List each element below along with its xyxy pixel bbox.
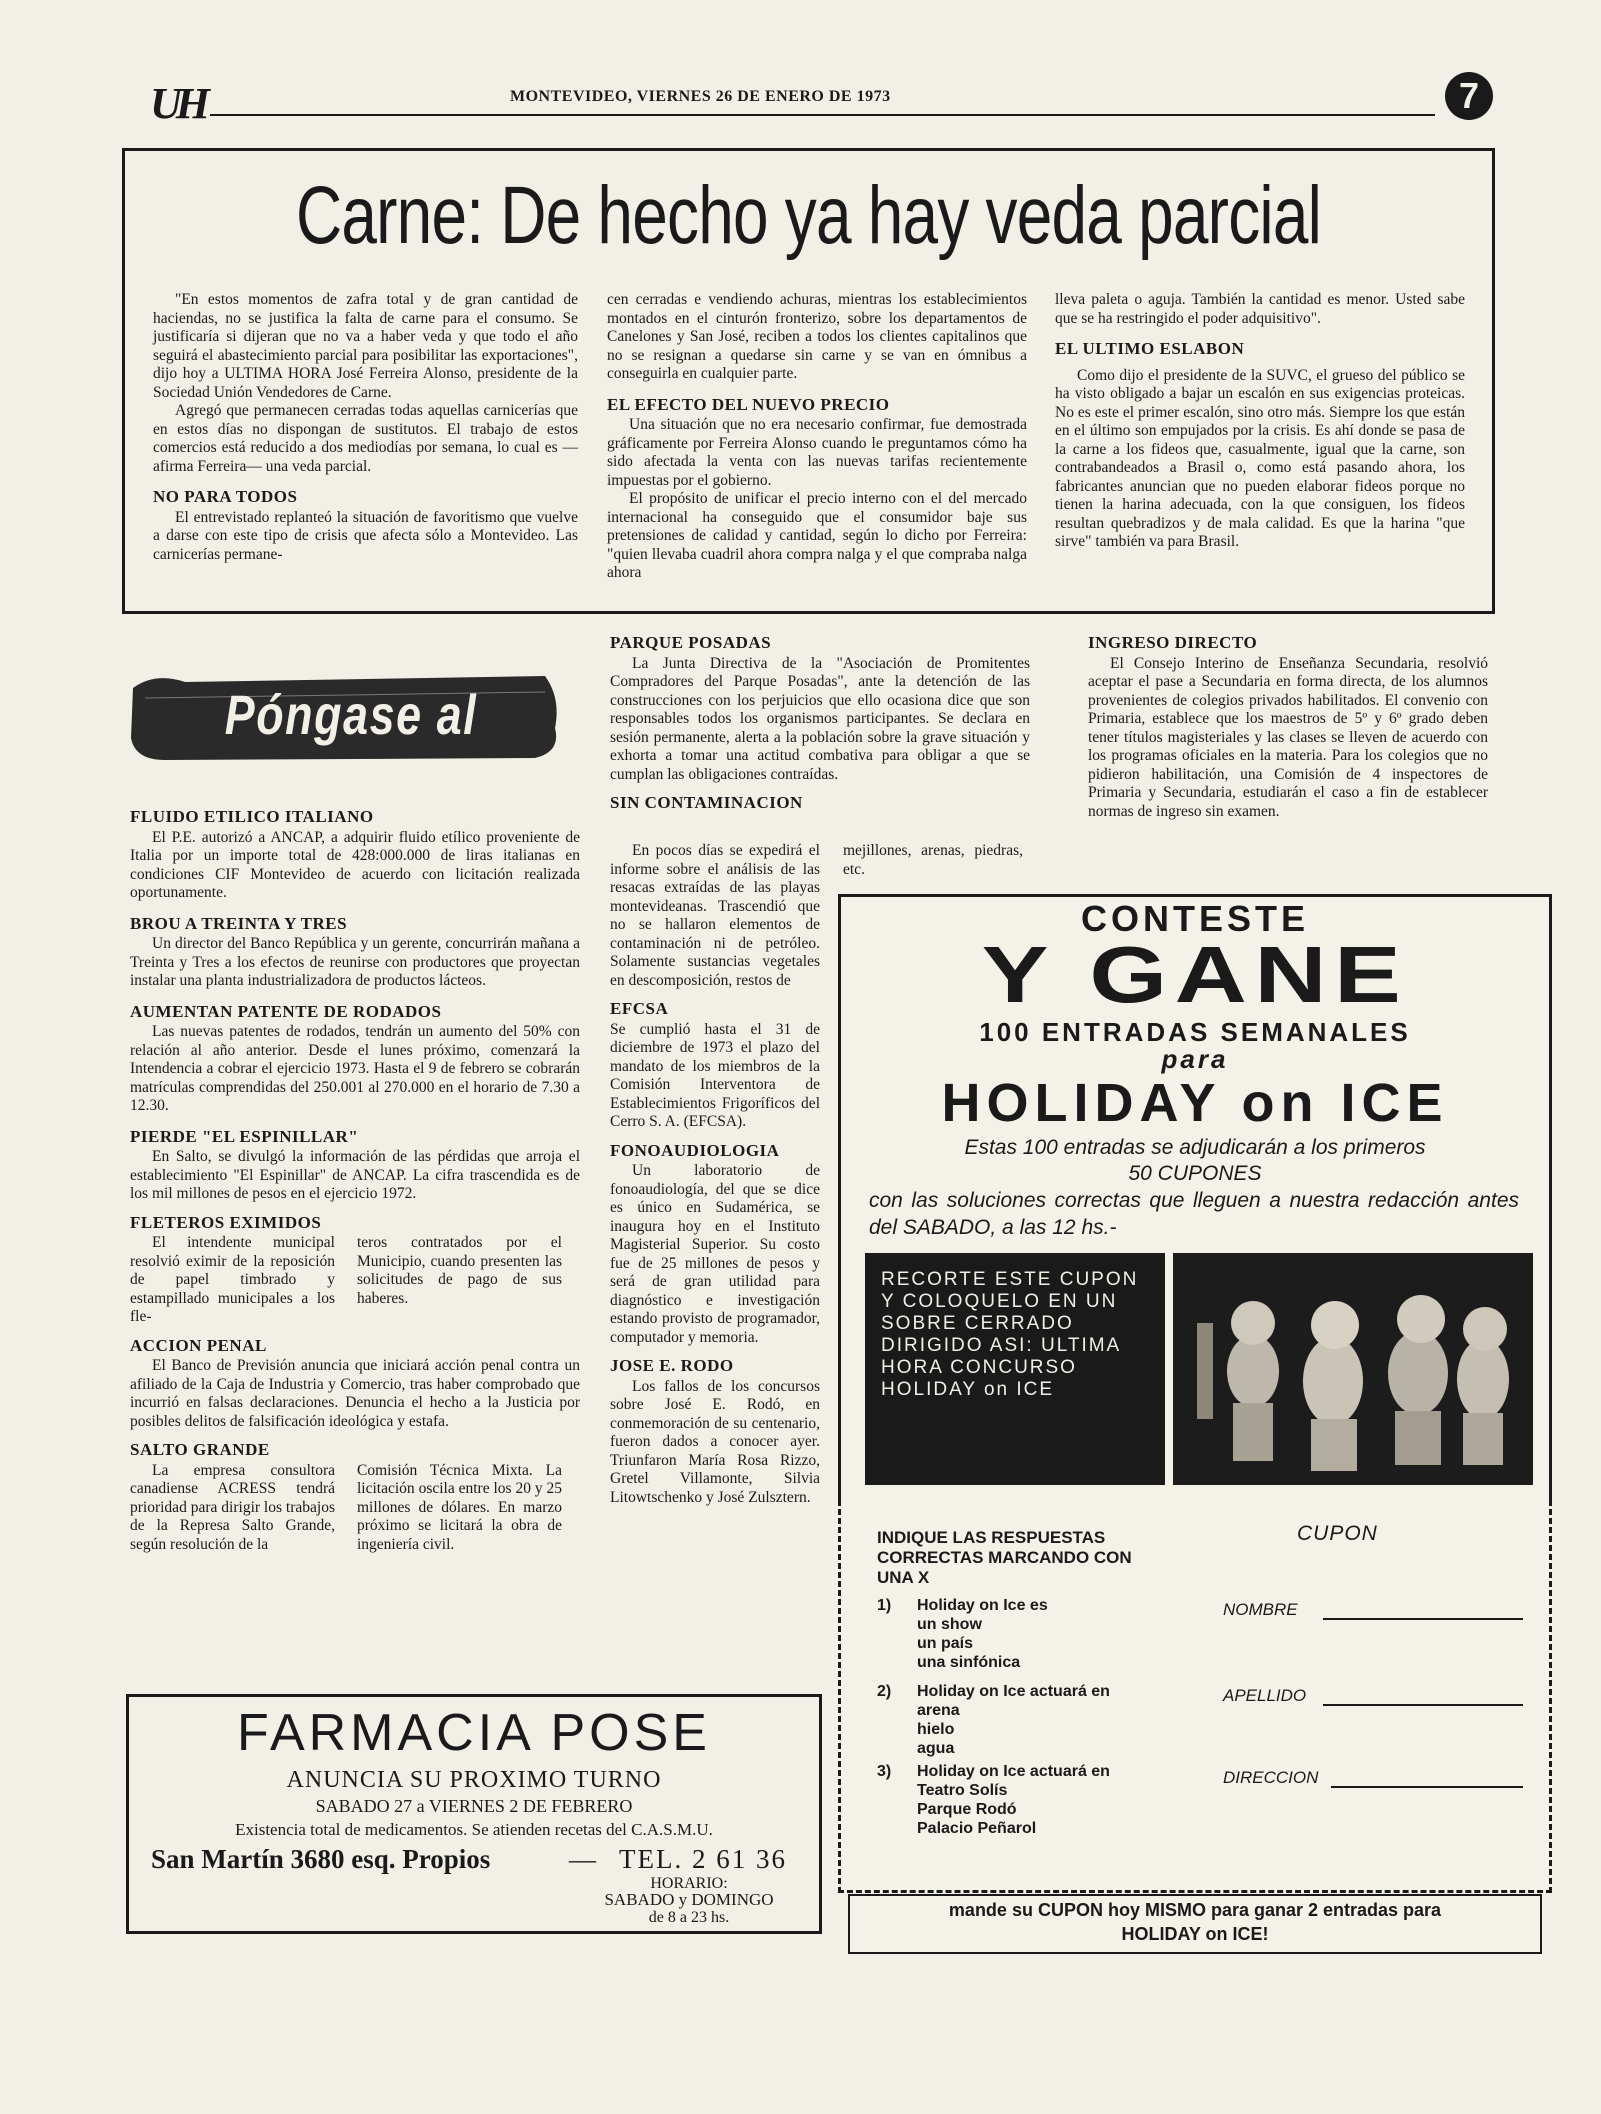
brief-text: Un director del Banco República y un gerente, concurrirán mañana a Treinta y Tres a los efectos de reunirse con productores que proyectan instalar una planta industrializadora de productos lácteos. <box>130 935 580 989</box>
brief-text: Se cumplió hasta el 31 de diciembre de 1973 el plazo del mandato de los miembros de la Comisión Interventora de Establecimientos Frigoríficos del Cerro S. A. (EFCSA). <box>610 1020 820 1130</box>
option[interactable]: una sinfónica <box>917 1654 1021 1671</box>
pongase-al-dia-logo <box>125 668 565 816</box>
logo: UH <box>150 79 204 128</box>
brief <box>130 915 580 991</box>
ad-holiday-on-ice: HOLIDAY on ICE <box>941 1073 1449 1133</box>
brief-title: FONOAUDIOLOGIA <box>610 1140 780 1160</box>
skaters-photo <box>1173 1253 1533 1485</box>
page-number: 7 <box>1458 75 1480 116</box>
farmacia-dash: — <box>569 1844 596 1874</box>
brief-text: mejillones, arenas, piedras, etc. <box>843 842 1023 878</box>
coupon <box>838 1500 1552 1893</box>
coupon-footer <box>848 1894 1542 1954</box>
brief-text: En pocos días se expedirá el informe sobre el análisis de las resacas extraídas de las playas montevideanas. Trascendió que no se hallaron elementos de contaminación ni de petróleo. Solamente sustancias vegetales en descomposición, restos de <box>610 842 820 989</box>
field-nombre-label: NOMBRE <box>1223 1600 1298 1619</box>
lead-paragraph: El propósito de unificar el precio interno con el del mercado internacional ha conseguido que el consumidor baje sus pretensiones de calidad y cantidad, según lo dicho por Ferreira: "quien llevaba cuadril ahora compra nalga y el que compraba nalga ahora <box>607 490 1027 581</box>
brief <box>130 1128 580 1204</box>
brief-text: El Consejo Interino de Enseñanza Secundaria, resolvió aceptar el pase a Secundaria en forma directa, de los alumnos provenientes de colegios privados habilitados. El convenio con Primaria, establece que los maestros de 5º y 6º grado deben tener títulos magisteriales y las clases se lleven de acuerdo con los programas oficiales en la materia. Para los colegios que no pidieron habilitación, una Comisión de 4 inspectores de Primaria y Secundaria, estudiarán el caso a fin de establecer normas de ingreso sin examen. <box>1088 654 1488 820</box>
headline: Carne: De hecho ya hay veda parcial <box>295 170 1322 261</box>
brief-title: SALTO GRANDE <box>130 1440 270 1459</box>
farmacia-hours: de 8 a 23 hs. <box>648 1909 730 1926</box>
coupon-footer-line1: mande su CUPON hoy MISMO para ganar 2 entradas para <box>948 1900 1442 1920</box>
coupon-question-3[interactable] <box>877 1762 1157 1838</box>
brief-fleteros <box>130 1214 580 1327</box>
ad-sub1: Estas 100 entradas se adjudicarán a los primeros <box>964 1136 1426 1159</box>
question-text: Holiday on Ice actuará en <box>917 1763 1110 1780</box>
ad-cutout-text: RECORTE ESTE CUPON Y COLOQUELO EN UN SOBRE CERRADO DIRIGIDO ASI: ULTIMA HORA CONCURSO HOLIDAY on ICE <box>881 1269 1139 1400</box>
farmacia-line2: SABADO 27 a VIERNES 2 DE FEBRERO <box>315 1796 633 1816</box>
brief-text: Los fallos de los concursos sobre José E. Rodó, en conmemoración de su centenario, fueron dados a conocer ayer. Triunfaron María Rosa Rizzo, Gretel Villamonte, Silvia Litowtschenko y José Zulsztern. <box>610 1377 820 1506</box>
brief-text: El Banco de Previsión anuncia que iniciará acción penal contra un afiliado de la Caja de Industria y Comercio, tras haber comprobado que incurrió en falsas declaraciones. Denuncia el hecho a la Justicia por posibles delitos de falsificación ideológica y estafa. <box>130 1357 580 1430</box>
lead-paragraph: cen cerradas e vendiendo achuras, mientras los establecimientos montados en el cinturón fronterizo, sobre los departamentos de Canelones y San José, reciben a todos los clientes capitalinos que no se resignan a quedarse sin carne y se van en ómnibus a conseguirla en cualquier parte. <box>607 291 1027 382</box>
lead-story <box>122 148 1495 614</box>
skaters-figures-icon <box>1173 1253 1533 1485</box>
lead-paragraph: Una situación que no era necesario confirmar, fue demostrada gráficamente por Ferreira Alonso cuando le preguntamos cómo ha sido afectada la venta con las nuevas tarifas recientemente impuestas por el gobierno. <box>607 416 1027 489</box>
brief-title: AUMENTAN PATENTE DE RODADOS <box>130 1001 442 1021</box>
field-nombre-line[interactable] <box>1323 1618 1523 1620</box>
brief-title: BROU A TREINTA Y TRES <box>130 913 348 933</box>
farmacia-title: FARMACIA POSE <box>237 1704 711 1762</box>
field-apellido-label: APELLIDO <box>1223 1686 1307 1705</box>
field-direccion-line[interactable] <box>1331 1786 1523 1788</box>
option[interactable]: un país <box>917 1635 974 1652</box>
page-number-badge <box>1445 72 1493 120</box>
farmacia-days: SABADO y DOMINGO <box>604 1890 774 1909</box>
subhead-ultimo-eslabon: EL ULTIMO ESLABON <box>1055 339 1245 358</box>
field-direccion-label: DIRECCION <box>1223 1768 1319 1787</box>
ad-y-gane: Y GANE <box>981 930 1409 1019</box>
brief <box>130 1003 580 1116</box>
option[interactable]: arena <box>917 1702 960 1719</box>
option[interactable]: un show <box>917 1616 982 1633</box>
dateline: MONTEVIDEO, VIERNES 26 DE ENERO DE 1973 <box>510 88 891 105</box>
option[interactable]: hielo <box>917 1721 955 1738</box>
brief <box>130 808 580 903</box>
brief-text: El P.E. autorizó a ANCAP, a adquirir fluido etílico proveniente de Italia por un importe total de 428:000.000 de liras italianas en condiciones CIF Montevideo de acuerdo con licitación realizada oportunamente. <box>130 828 580 901</box>
brief-title: FLUIDO ETILICO ITALIANO <box>130 807 374 826</box>
question-number: 2) <box>877 1683 892 1700</box>
option[interactable]: Palacio Peñarol <box>917 1820 1037 1837</box>
coupon-footer-line2: HOLIDAY on ICE! <box>1121 1924 1269 1944</box>
middle-column-top <box>610 634 1030 815</box>
brief-text: La Junta Directiva de la "Asociación de Promitentes Compradores del Parque Posadas", ante la detención de las construcciones con los perjuicios que ello ocasiona dice que son responsables todos los organismos participantes. Se declara en sesión permanente, alerta a la población sobre la grave situación y exhorta a tomar una actitud combativa para obligar a que se cumplan las obligaciones contraídas. <box>610 654 1030 783</box>
brief-title: JOSE E. RODO <box>610 1356 734 1375</box>
question-text: Holiday on Ice es <box>917 1597 1048 1614</box>
left-briefs <box>130 808 580 1554</box>
brief-title: PIERDE "EL ESPINILLAR" <box>130 1126 359 1146</box>
question-text: Holiday on Ice actuará en <box>917 1683 1110 1700</box>
brief-accion-penal <box>130 1337 580 1432</box>
field-apellido-line[interactable] <box>1323 1704 1523 1706</box>
subhead-no-para-todos: NO PARA TODOS <box>153 487 298 506</box>
sin-contaminacion-cont <box>843 842 1023 879</box>
lead-paragraph: Como dijo el presidente de la SUVC, el grueso del público se ha visto obligado a bajar un escalón en sus exigencias proteicas. No es este el primer escalón, sino otro más. Siempre los que están en el último son empujados por la crisis. Es ahí donde se pasa de la carne a los fideos que, casualmente, igual que la carne, son contrabandeados a Brasil o, como está pasando ahora, los fabricantes anuncian que no pueden elaborar fideos porque no tienen la harina adecuada, con la que consiguen, los fideos resultan quebradizos y de mala calidad. Es que la harina "que sirve" también va para Brasil. <box>1055 366 1465 550</box>
brief-title: FLETEROS EXIMIDOS <box>130 1212 322 1232</box>
ad-para: para <box>1161 1044 1229 1074</box>
brief-text: En Salto, se divulgó la información de las pérdidas que arroja el establecimiento "El Espinillar" de ANCAP. La cifra trascendida es de los mil millones de pesos en el ejercicio 1972. <box>130 1148 580 1202</box>
lead-col-2 <box>607 291 1027 583</box>
brief-text: Las nuevas patentes de rodados, tendrán un aumento del 50% con relación al año anterior. Desde el lunes próximo, comenzará la Intendencia a cobrar el ejercicio 1973. Hasta el 9 de febrero se cobrarán matrículas comprendidas del 250.001 al 270.000 en el horario de 7.30 a 12.30. <box>130 1023 580 1114</box>
lead-paragraph: El entrevistado replanteó la situación de favoritismo que vuelve a darse con este tipo de crisis que afecta sólo a Montevideo. Las carnicerías permane- <box>153 508 578 563</box>
coupon-instructions: INDIQUE LAS RESPUESTAS CORRECTAS MARCANDO CON UNA X <box>877 1528 1132 1587</box>
farmacia-address: San Martín 3680 esq. Propios <box>151 1844 491 1874</box>
coupon-question-1[interactable] <box>877 1596 1157 1672</box>
brief-title: PARQUE POSADAS <box>610 633 772 652</box>
brief-title: INGRESO DIRECTO <box>1088 633 1258 652</box>
brief-title: SIN CONTAMINACION <box>610 793 803 812</box>
brief-text: Comisión Técnica Mixta. La licitación oscila entre los 20 y 25 millones de dólares. En marzo próximo se licitará la obra de ingeniería civil. <box>357 1461 562 1553</box>
page-header <box>150 75 1500 128</box>
option[interactable]: Teatro Solís <box>917 1782 1008 1799</box>
farmacia-horario: HORARIO: <box>650 1875 728 1892</box>
coupon-question-2[interactable] <box>877 1682 1157 1758</box>
farmacia-tel: TEL. 2 61 36 <box>619 1844 787 1874</box>
farmacia-line3: Existencia total de medicamentos. Se atienden recetas del C.A.S.M.U. <box>235 1820 713 1839</box>
coupon-title: CUPON <box>1297 1522 1378 1545</box>
ad-entradas: 100 ENTRADAS SEMANALES <box>979 1017 1411 1047</box>
farmacia-ad <box>126 1694 822 1934</box>
lead-col-1 <box>153 291 578 564</box>
ad-sub2: 50 CUPONES <box>1128 1162 1262 1185</box>
header-rule <box>210 114 1435 116</box>
lead-col-3 <box>1055 291 1465 552</box>
brief-text: El intendente municipal resolvió eximir de la reposición de papel timbrado y estampillado municipales a los fle- <box>130 1234 335 1325</box>
question-number: 3) <box>877 1763 892 1780</box>
ad-sub3: con las soluciones correctas que lleguen a nuestra redacción antes del SABADO, a las 12 hs.- <box>869 1189 1519 1239</box>
farmacia-line1: ANUNCIA SU PROXIMO TURNO <box>286 1767 662 1793</box>
brief-text: teros contratados por el Municipio, cuando presenten las solicitudes de pago de sus haberes. <box>357 1234 562 1307</box>
holiday-ad <box>838 894 1552 1506</box>
lead-paragraph: "En estos momentos de zafra total y de gran cantidad de haciendas, no se justifica la falta de carne para el consumo. Se justificaría si dijeran que no va a haber veda y que todo el año seguirá el abastecimiento parcial para posibilitar las exportaciones", dijo hoy a ULTIMA HORA José Ferreira Alonso, presidente de la Sociedad Unión Vendedores de Carne. <box>153 291 578 401</box>
lead-paragraph: Agregó que permanecen cerradas todas aquellas carnicerías que en estos días no dispongan de sustitutos. El trabajo de estos comercios está reducido a dos mediodías por semana, lo cual es —afirma Ferreira— una veda parcial. <box>153 402 578 475</box>
ingreso-directo <box>1088 634 1488 821</box>
brief-title: ACCION PENAL <box>130 1335 267 1355</box>
option[interactable]: Parque Rodó <box>917 1801 1017 1818</box>
lead-paragraph: lleva paleta o aguja. También la cantidad es menor. Usted sabe que se ha restringido el poder adquisitivo". <box>1055 291 1465 327</box>
brief-salto-grande <box>130 1441 580 1554</box>
subhead-efecto-precio: EL EFECTO DEL NUEVO PRECIO <box>607 394 890 414</box>
ad-conteste: CONTESTE <box>1080 898 1309 939</box>
ad-cutout-panel <box>865 1253 1165 1485</box>
question-number: 1) <box>877 1597 892 1614</box>
brief-text: Un laboratorio de fonoaudiología, del que se dice es único en Sudamérica, se inaugura hoy en el Instituto Magisterial Superior. Su costo fue de 25 millones de pesos y será de gran utilidad para diagnóstico e investigación estando provisto de programador, computador y memoria. <box>610 1162 820 1346</box>
brief-text: La empresa consultora canadiense ACRESS tendrá prioridad para dirigir los trabajos de la Represa Salto Grande, según resolución de la <box>130 1461 335 1553</box>
option[interactable]: agua <box>917 1740 955 1757</box>
pongase-title: Póngase al Día <box>224 683 478 816</box>
brief-title: EFCSA <box>610 999 669 1018</box>
